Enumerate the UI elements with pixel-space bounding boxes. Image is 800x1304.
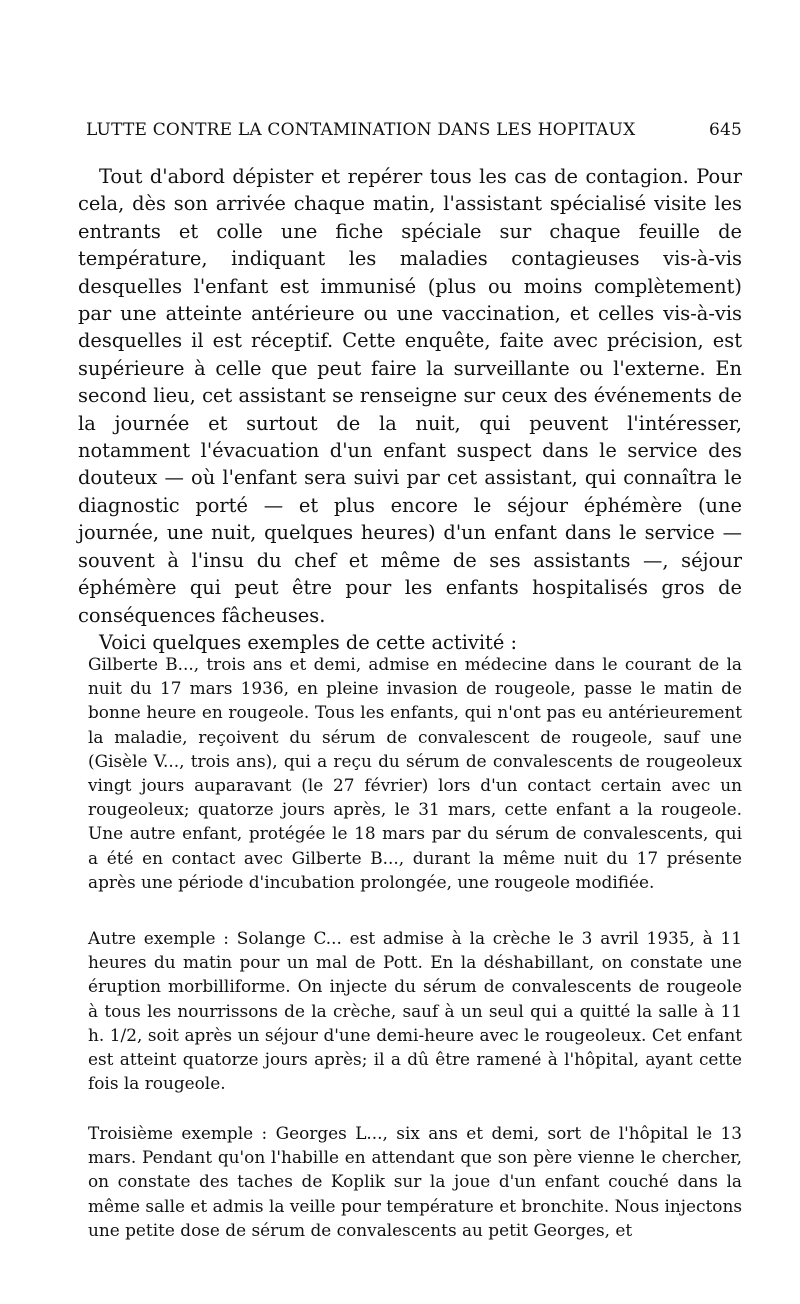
example-2 <box>88 926 742 1095</box>
example-3-text: Troisième exemple : Georges L..., six ans et demi, sort de l'hôpital le 13 mars. Pendant qu'on l'habille en attendant que son père vienne le chercher, on constate des taches de Koplik sur la joue d'un enfant couché dans la même salle et admis la veille pour température et bronchite. Nous injectons une petite dose de sérum de convalescents au petit Georges, et <box>88 1123 742 1240</box>
page-number: 645 <box>708 120 742 140</box>
example-2-text: Autre exemple : Solange C... est admise à la crèche le 3 avril 1935, à 11 heures du matin pour un mal de Pott. En la déshabillant, on constate une éruption morbilliforme. On injecte du sérum de convalescents de rougeole à tous les nourrissons de la crèche, sauf à un seul qui a quitté la salle à 11 h. 1/2, soit après un séjour d'une demi-heure avec le rougeoleux. Cet enfant est atteint quatorze jours après; il a dû être ramené à l'hôpital, ayant cette fois la rougeole. <box>88 928 742 1094</box>
main-text <box>78 163 742 656</box>
running-title: LUTTE CONTRE LA CONTAMINATION DANS LES HOPITAUX <box>86 120 636 140</box>
running-head <box>86 120 742 144</box>
book-page <box>78 0 742 1304</box>
example-1-text: Gilberte B..., trois ans et demi, admise en médecine dans le courant de la nuit du 17 mars 1936, en pleine invasion de rougeole, passe le matin de bonne heure en rougeole. Tous les enfants, qui n'ont pas eu antérieurement la maladie, reçoivent du sérum de convalescent de rougeole, sauf une (Gisèle V..., trois ans), qui a reçu du sérum de convalescents de rougeoleux vingt jours auparavant (le 27 février) lors d'un contact certain avec un rougeoleux; quatorze jours après, le 31 mars, cette enfant a la rougeole. Une autre enfant, protégée le 18 mars par du sérum de convalescents, qui a été en contact avec Gilberte B..., durant la même nuit du 17 présente après une période d'incubation prolongée, une rougeole modifiée. <box>88 654 742 892</box>
body-paragraph-2: Voici quelques exemples de cette activité : <box>99 630 518 654</box>
example-3 <box>88 1121 742 1242</box>
body-paragraph-1: Tout d'abord dépister et repérer tous les cas de contagion. Pour cela, dès son arrivée chaque matin, l'assistant spécialisé visite les entrants et colle une fiche spéciale sur chaque feuille de température, indiquant les maladies contagieuses vis-à-vis desquelles l'enfant est immunisé (plus ou moins complètement) par une atteinte antérieure ou une vaccination, et celles vis-à-vis desquelles il est réceptif. Cette enquête, faite avec précision, est supérieure à celle que peut faire la surveillante ou l'externe. En second lieu, cet assistant se renseigne sur ceux des événements de la journée et surtout de la nuit, qui peuvent l'intéresser, notamment l'évacuation d'un enfant suspect dans le service des douteux — où l'enfant sera suivi par cet assistant, qui connaîtra le diagnostic porté — et plus encore le séjour éphémère (une journée, une nuit, quelques heures) d'un enfant dans le service — souvent à l'insu du chef et même de ses assistants —, séjour éphémère qui peut être pour les enfants hospitalisés gros de conséquences fâcheuses. <box>78 165 742 627</box>
example-1 <box>88 652 742 894</box>
